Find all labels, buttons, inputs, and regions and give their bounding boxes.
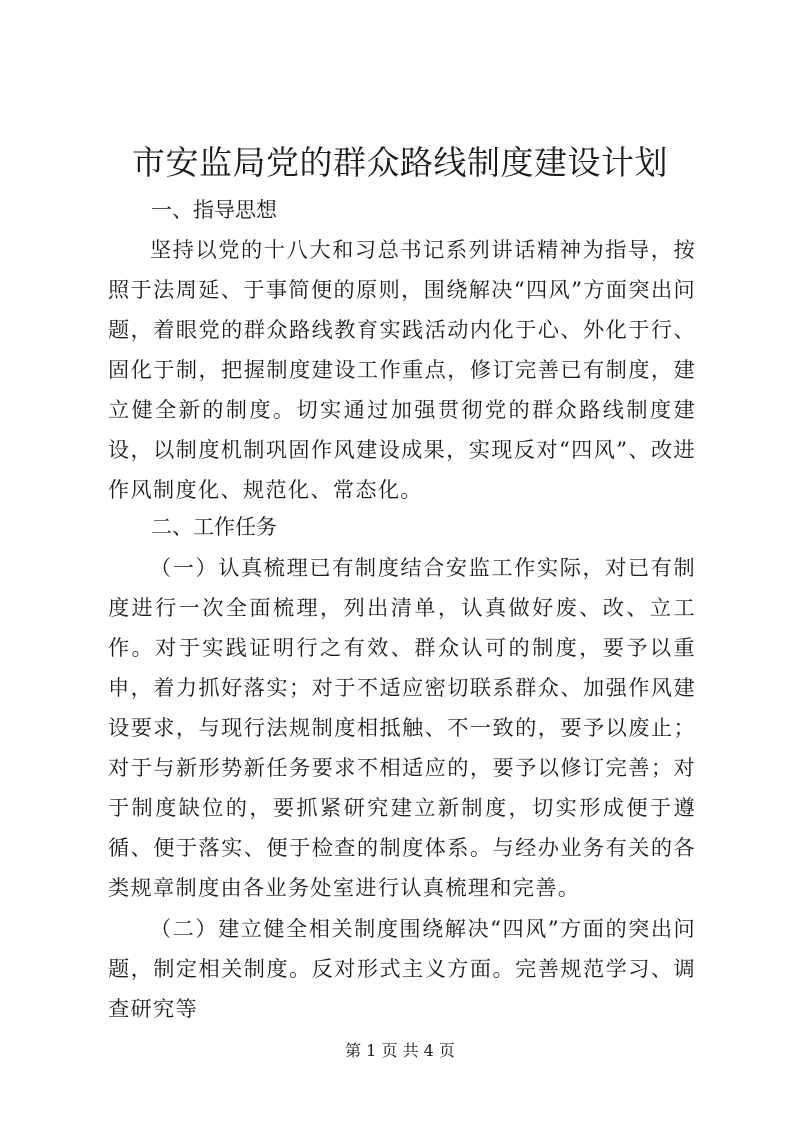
paragraph-task-two: （二）建立健全相关制度围绕解决“四风”方面的突出问题，制定相关制度。反对形式主义方面。完善规范学习、调查研究等 <box>108 916 696 1021</box>
document-title: 市安监局党的群众路线制度建设计划 <box>132 143 668 182</box>
paragraph-task-one: （一）认真梳理已有制度结合安监工作实际，对已有制度进行一次全面梳理，列出清单，认真做好废、改、立工作。对于实践证明行之有效、群众认可的制度，要予以重申，着力抓好落实；对于不适应密切联系群众、加强作风建设要求，与现行法规制度相抵触、不一致的，要予以废止；对于与新形势新任务要求不相适应的，要予以修订完善；对于制度缺位的，要抓紧研究建立新制度，切实形成便于遵循、便于落实、便于检查的制度体系。与经办业务有关的各类规章制度由各业务处室进行认真梳理和完善。 <box>108 555 696 900</box>
section-heading-work-tasks: 二、工作任务 <box>151 515 277 539</box>
page-number-footer: 第 1 页 共 4 页 <box>345 1041 455 1060</box>
paragraph-guiding-ideology: 坚持以党的十八大和习总书记系列讲话精神为指导，按照于法周延、于事简便的原则，围绕解决“四风”方面突出问题，着眼党的群众路线教育实践活动内化于心、外化于行、固化于制，把握制度建设工作重点，修订完善已有制度，建立健全新的制度。切实通过加强贯彻党的群众路线制度建设，以制度机制巩固作风建设成果，实现反对“四风”、改进作风制度化、规范化、常态化。 <box>108 237 696 502</box>
section-heading-guiding-ideology: 一、指导思想 <box>151 198 277 222</box>
